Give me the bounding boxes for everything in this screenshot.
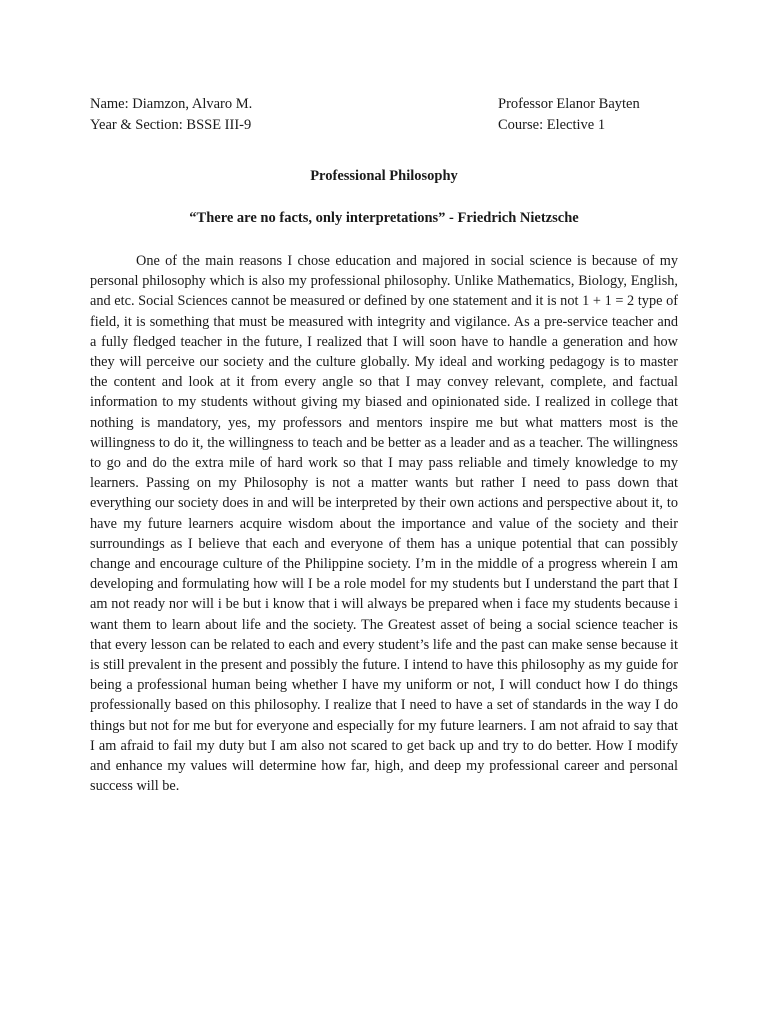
- document-page: [90, 94, 678, 811]
- document-header: [90, 94, 678, 136]
- document-title: Professional Philosophy: [310, 168, 458, 184]
- year-section: Year & Section: BSSE III-9: [90, 117, 252, 133]
- professor-name: Professor Elanor Bayten: [498, 96, 640, 112]
- course-name: Course: Elective 1: [498, 117, 606, 133]
- student-info: [90, 94, 252, 136]
- body-paragraph: One of the main reasons I chose education and majored in social science is because of my personal philosophy which is also my professional philosophy. Unlike Mathematics, Biology, English, and etc. Social Sciences cannot be measured or defined by one statement and it is not 1 + 1 = 2 type of field, it is something that must be measured with integrity and vigilance. As a pre-service teacher and a fully fledged teacher in the future, I realized that I will soon have to handle a generation and how they will perceive our society and the culture globally. My ideal and working pedagogy is to master the content and look at it from every angle so that I may convey relevant, complete, and factual information to my students without giving my biased and opinionated side. I realized in college that nothing is mandatory, yes, my professors and mentors inspire me but what matters most is the willingness to do it, the willingness to teach and be better as a leader and as a teacher. The willingness to go and do the extra mile of hard work so that I may pass reliable and timely knowledge to my learners. Passing on my Philosophy is not a matter wants but rather I need to pass down that everything our society does in and will be interpreted by their own actions and perspective about it, to have my future learners acquire wisdom about the importance and value of the society and their surroundings as I believe that each and everyone of them has a unique potential that can possibly change and encourage culture of the Philippine society. I’m in the middle of a progress wherein I am developing and formulating how will I be a role model for my students but I understand the part that I am not ready nor will i be but i know that i will always be prepared when i face my students because i want them to learn about life and the society. The Greatest asset of being a social science teacher is that every lesson can be related to each and every student’s life and the past can make sense because it is still prevalent in the present and possibly the future. I intend to have this philosophy as my guide for being a professional human being whether I have my uniform or not, I will conduct how I do things professionally based on this philosophy. I realize that I need to have a set of standards in the way I do things but not for me but for everyone and especially for my future learners. I am not afraid to say that I am afraid to fail my duty but I am also not scared to get back up and try to do better. How I modify and enhance my values will determine how far, high, and deep my professional career and personal success will be.: [90, 253, 678, 795]
- student-name: Name: Diamzon, Alvaro M.: [90, 96, 253, 112]
- course-info: [498, 94, 678, 136]
- document-quote: “There are no facts, only interpretations” - Friedrich Nietzsche: [189, 210, 579, 226]
